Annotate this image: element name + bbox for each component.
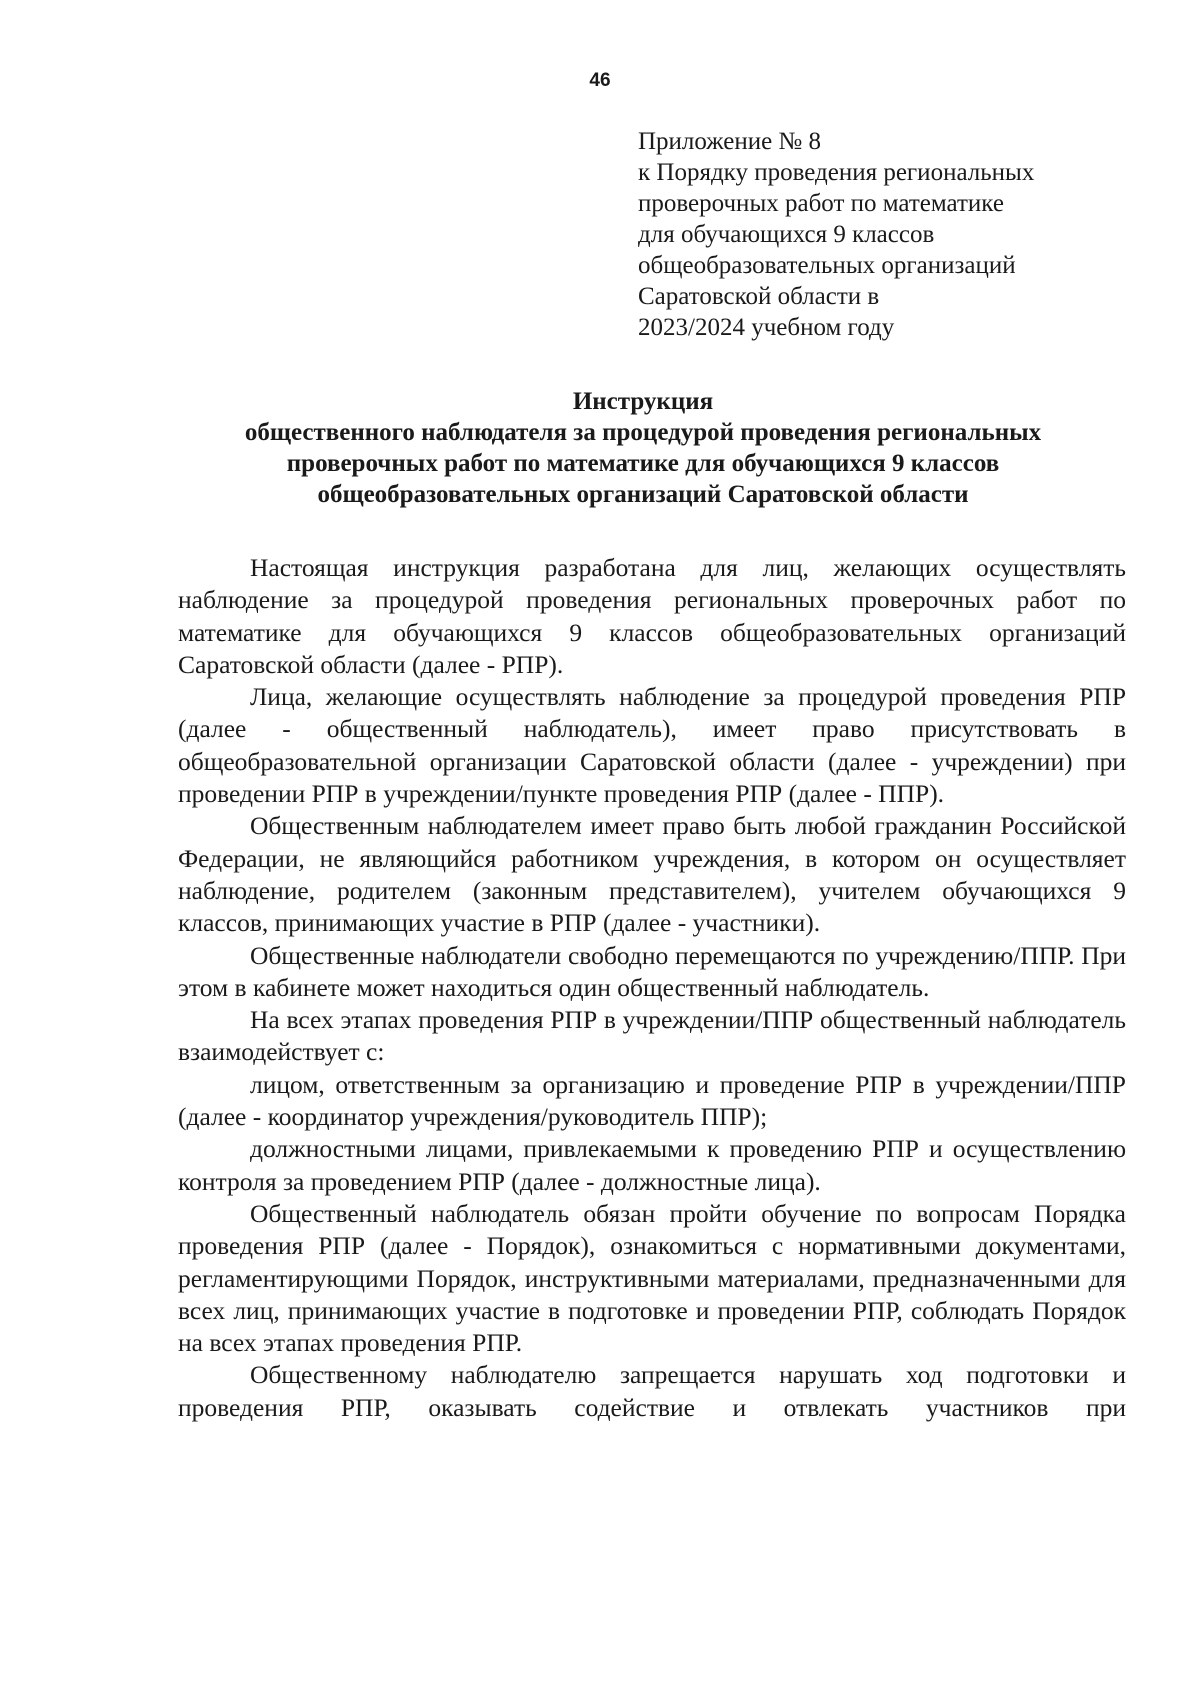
body-paragraph: На всех этапах проведения РПР в учреждении/ППР общественный наблюдатель взаимодействует с: <box>178 1005 1126 1067</box>
page-number: 46 <box>589 70 611 91</box>
body-paragraph: Общественным наблюдателем имеет право быть любой гражданин Российской Федерации, не являющийся работником учреждения, в котором он осуществляет наблюдение, родителем (законным представителем), учителем обучающихся 9 классов, принимающих участие в РПР (далее - участники). <box>178 811 1126 938</box>
appendix-line: для обучающихся 9 классов <box>638 221 935 248</box>
body-paragraph: Общественный наблюдатель обязан пройти обучение по вопросам Порядка проведения РПР (далее - Порядок), ознакомиться с нормативными документами, регламентирующими Порядок, инструктивными материалами, предназначенными для всех лиц, принимающих участие в подготовке и проведении РПР, соблюдать Порядок на всех этапах проведения РПР. <box>178 1198 1126 1358</box>
appendix-line: Саратовской области в <box>638 283 880 310</box>
body-paragraph: Настоящая инструкция разработана для лиц, желающих осуществлять наблюдение за процедурой проведения региональных проверочных работ по математике для обучающихся 9 классов общеобразовательных организаций Саратовской области (далее - РПР). <box>178 553 1126 679</box>
body-paragraph: Лица, желающие осуществлять наблюдение за процедурой проведения РПР (далее - общественный наблюдатель), имеет право присутствовать в общеобразовательной организации Саратовской области (далее - учреждении) при проведении РПР в учреждении/пункте проведения РПР (далее - ППР). <box>178 682 1126 809</box>
title-subheading-line: общеобразовательных организаций Саратовской области <box>317 481 969 508</box>
title-heading: Инструкция <box>572 388 714 415</box>
title-subheading-line: проверочных работ по математике для обучающихся 9 классов <box>286 450 1000 477</box>
body-paragraph: лицом, ответственным за организацию и проведение РПР в учреждении/ППР (далее - координатор учреждения/руководитель ППР); <box>178 1069 1126 1132</box>
appendix-block <box>638 126 1098 343</box>
title-subheading-line: общественного наблюдателя за процедурой проведения региональных <box>244 419 1042 446</box>
appendix-line: Приложение № 8 <box>638 128 822 155</box>
appendix-line: к Порядку проведения региональных <box>638 159 1035 186</box>
document-title <box>150 386 1136 510</box>
appendix-line: общеобразовательных организаций <box>638 252 1016 279</box>
appendix-line: проверочных работ по математике <box>638 190 1004 217</box>
appendix-line: 2023/2024 учебном году <box>638 314 895 341</box>
document-body <box>178 552 1126 1424</box>
body-paragraph: Общественному наблюдателю запрещается нарушать ход подготовки и проведения РПР, оказывать содействие и отвлекать участников при <box>178 1360 1126 1422</box>
body-paragraph: должностными лицами, привлекаемыми к проведению РПР и осуществлению контроля за проведением РПР (далее - должностные лица). <box>178 1134 1126 1196</box>
body-paragraph: Общественные наблюдатели свободно перемещаются по учреждению/ППР. При этом в кабинете может находиться один общественный наблюдатель. <box>178 940 1126 1002</box>
